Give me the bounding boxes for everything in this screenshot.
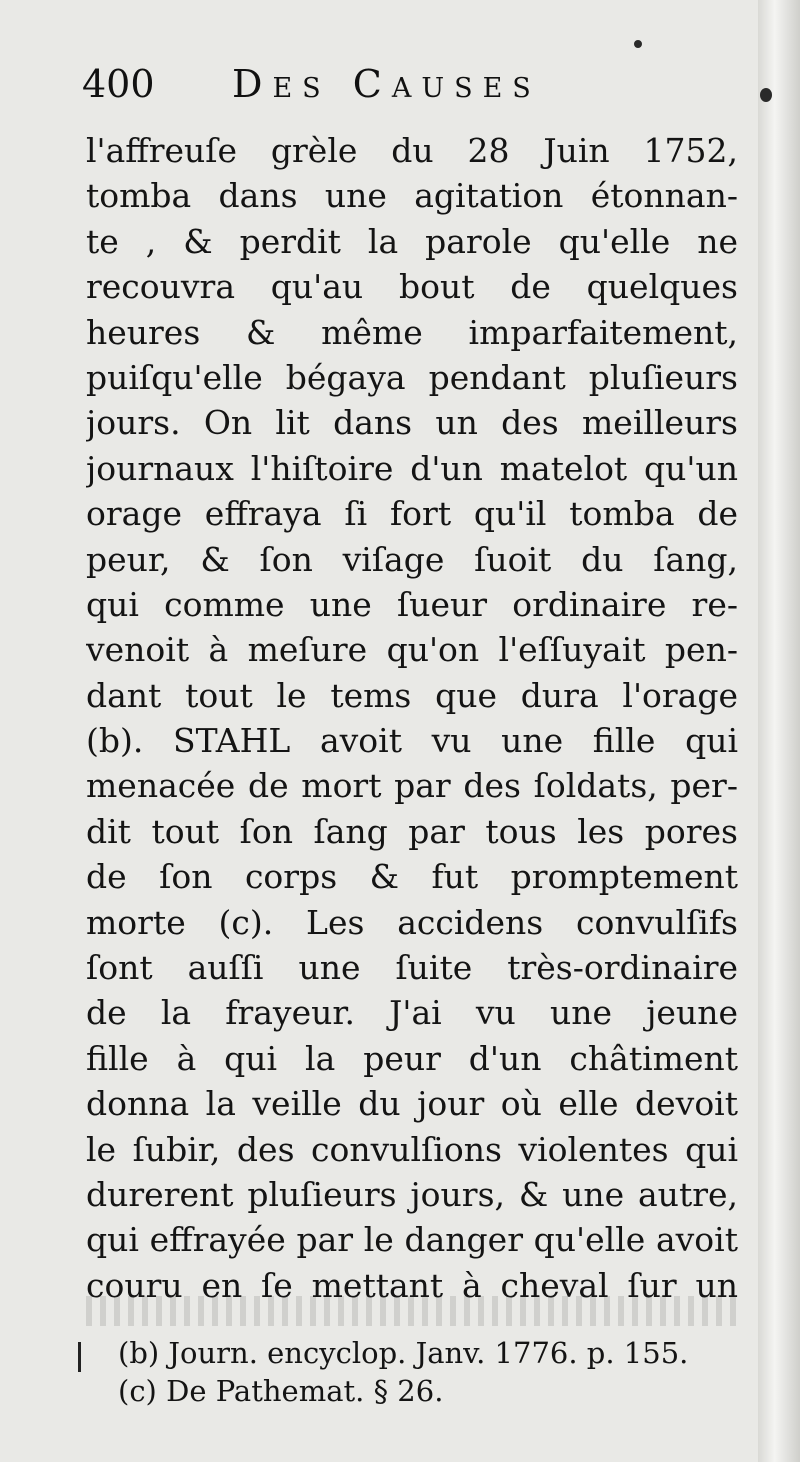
text-line: recouvra qu'au bout de quelques	[86, 267, 738, 307]
text-line: couru en ſe mettant à cheval ſur un	[86, 1265, 738, 1305]
footnote: (b) Journ. encyclop. Janv. 1776. p. 155.	[118, 1336, 689, 1370]
text-line: le ſubir, des convulſions violentes qui	[86, 1129, 738, 1169]
text-line: morte (c). Les accidens convulſifs	[86, 902, 738, 942]
page-number: 400	[82, 62, 155, 106]
text-line: peur, & ſon viſage ſuoit du ſang,	[86, 539, 738, 579]
text-line: venoit à meſure qu'on l'eſſuyait pen-	[86, 630, 738, 670]
footnotes	[118, 1334, 746, 1410]
text-line: durerent pluſieurs jours, & une autre,	[86, 1174, 738, 1214]
show-through-text	[86, 1296, 738, 1326]
text-line: puiſqu'elle bégaya pendant pluſieurs	[86, 357, 738, 397]
text-line: tomba dans une agitation étonnan-	[86, 176, 738, 216]
text-line: donna la veille du jour où elle devoit	[86, 1084, 738, 1124]
text-line: menacée de mort par des ſoldats, per-	[86, 766, 738, 806]
text-line: jours. On lit dans un des meilleurs	[86, 403, 738, 443]
text-line: qui comme une ſueur ordinaire re-	[86, 584, 738, 624]
text-line: de ſon corps & fut promptement	[86, 857, 738, 897]
text-line: l'affreuſe grèle du 28 Juin 1752,	[86, 131, 738, 170]
footnote: (c) De Pathemat. § 26.	[118, 1374, 444, 1408]
ink-speck	[760, 88, 772, 102]
text-line: fille à qui la peur d'un châtiment	[86, 1038, 738, 1078]
body-text	[86, 128, 738, 1308]
text-line: orage effraya ſi fort qu'il tomba de	[86, 494, 738, 534]
text-line: te , & perdit la parole qu'elle ne	[86, 221, 738, 261]
text-line: heures & même imparfaitement,	[86, 312, 738, 352]
text-line: qui effrayée par le danger qu'elle avoit	[86, 1220, 738, 1260]
text-line: ſont auſſi une ſuite très-ordinaire	[86, 948, 738, 988]
text-line: journaux l'hiſtoire d'un matelot qu'un	[86, 448, 738, 488]
page-header	[82, 58, 642, 110]
margin-mark	[78, 1342, 81, 1372]
text-line: dant tout le tems que dura l'orage	[86, 675, 738, 715]
page-edge	[758, 0, 800, 1462]
running-title: Des Causes	[232, 62, 541, 106]
text-line: (b). STAHL avoit vu une fille qui	[86, 721, 738, 761]
text-line: dit tout ſon ſang par tous les pores	[86, 811, 738, 851]
text-line: de la frayeur. J'ai vu une jeune	[86, 993, 738, 1033]
ink-speck	[634, 40, 642, 48]
